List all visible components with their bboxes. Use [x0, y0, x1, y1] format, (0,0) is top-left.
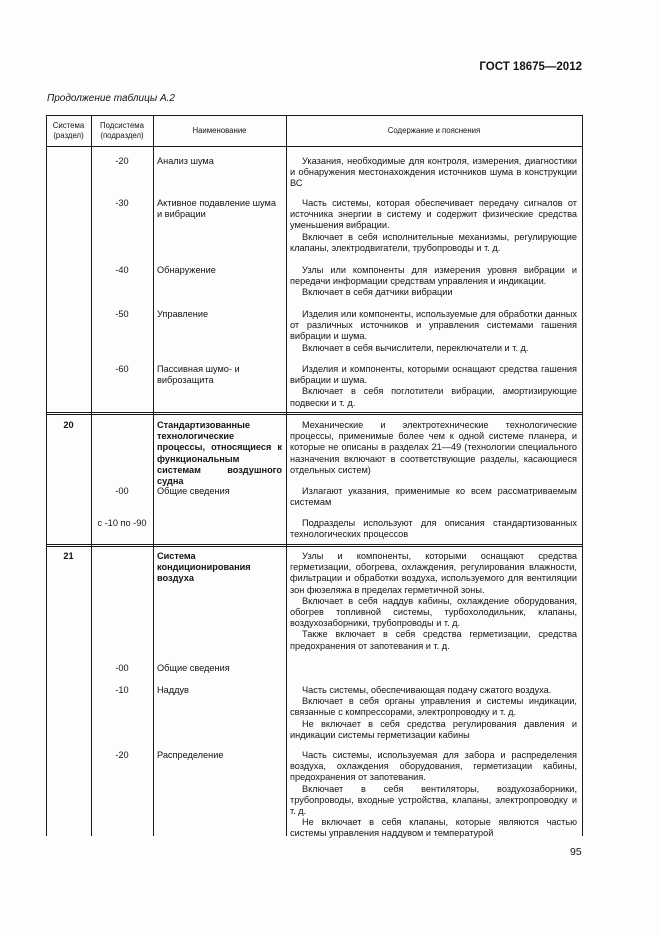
entry-description: Изделия и компоненты, которыми оснащают средства гашения вибрации и шума. Включает в себя поглотители вибрации, амортизирующие подвески и т. д.: [290, 364, 577, 408]
main-table: [46, 115, 582, 839]
column-header-name: Наименование: [192, 126, 247, 135]
entry-name: Наддув: [157, 685, 189, 695]
subsystem-code: -40: [115, 265, 129, 275]
column-divider-2: [153, 115, 154, 836]
subsystem-code: -20: [115, 156, 129, 166]
subsystem-range: с -10 по -90: [97, 518, 147, 528]
entry-description: Узлы и компоненты, которыми оснащают средства герметизации, обогрева, охлаждения, регулирования влажности, фильтрации и обработки воздуха, используемого для вентиляции зон фюзеляжа в пределах герметичной зоны. Включает в себя наддув кабины, охлаждение оборудования, обогрев топливной системы, турбохолодильник, клапаны, воздухозаборники, трубопроводы и т. д. Также включает в себя средства герметизации, средства предохранения от запотевания и т. д.: [290, 551, 577, 651]
entry-name: Общие сведения: [157, 486, 230, 496]
subsystem-code: -00: [115, 486, 129, 496]
entry-description: Часть системы, обеспечивающая подачу сжатого воздуха. Включает в себя органы управления и системы индикации, связанные с компрессорами, электропроводку и т. д. Не включает в себя средства регулирования давления и индикации системы герметизации кабины: [290, 685, 577, 740]
entry-name: Обнаружение: [157, 265, 216, 275]
subsystem-code: -00: [115, 663, 129, 673]
section-21-separator: [46, 544, 582, 547]
entry-description: Изделия или компоненты, используемые для обработки данных от различных источников и управления системами гашения вибрации и шума. Включает в себя вычислители, переключатели и т. д.: [290, 309, 577, 353]
column-divider-3: [286, 115, 287, 836]
subsystem-code: -30: [115, 198, 129, 208]
standard-number: ГОСТ 18675—2012: [479, 61, 582, 73]
entry-name: Распределение: [157, 750, 224, 760]
section-title: Стандартизованные технологические процессы, относящиеся к функциональным системам воздушного судна: [157, 420, 282, 487]
system-code: 21: [63, 551, 74, 561]
entry-description: Подразделы используют для описания стандартизованных технологических процессов: [290, 518, 577, 540]
table-top-border: [46, 115, 582, 116]
entry-description: Часть системы, которая обеспечивает передачу сигналов от источника энергии в систему и содержит физические средства уменьшения вибрации. Включает в себя исполнительные механизмы, регулирующие клапаны, электродвигатели, трубопроводы и т. д.: [290, 198, 577, 253]
entry-description: Узлы или компоненты для измерения уровня вибрации и передачи информации средствам управления и индикации. Включает в себя датчики вибрации: [290, 265, 577, 298]
column-divider-1: [91, 115, 92, 836]
table-continuation-caption: Продолжение таблицы А.2: [47, 93, 175, 104]
system-code: 20: [63, 420, 74, 430]
entry-name: Анализ шума: [157, 156, 214, 166]
column-header-system: Система (раздел): [52, 121, 85, 140]
table-border-right: [582, 115, 583, 836]
entry-description: Часть системы, используемая для забора и распределения воздуха, охлаждения оборудования, герметизации кабины, предохранения от запотевания. Включает в себя вентиляторы, воздухозаборники, трубопроводы, входные устройства, клапаны, электропроводку и т. д. Не включает в себя клапаны, которые являются частью системы управления наддувом и температурой: [290, 750, 577, 839]
entry-name: Управление: [157, 309, 209, 319]
column-header-subsystem: Подсистема (подраздел): [100, 121, 144, 140]
entry-name: Активное подавление шума и вибрации: [157, 198, 276, 220]
header-bottom-border: [46, 146, 582, 147]
subsystem-code: -60: [115, 364, 129, 374]
entry-name: Пассивная шумо- и виброзащита: [157, 364, 240, 386]
subsystem-code: -50: [115, 309, 129, 319]
page-number: 95: [570, 846, 582, 858]
section-title: Система кондиционирования воздуха: [157, 551, 251, 584]
subsystem-code: -10: [115, 685, 129, 695]
entry-description: Излагают указания, применимые ко всем рассматриваемым системам: [290, 486, 577, 508]
table-border-left: [46, 115, 47, 836]
column-header-content: Содержание и пояснения: [387, 126, 481, 135]
subsystem-code: -20: [115, 750, 129, 760]
entry-description: Указания, необходимые для контроля, измерения, диагностики и обнаружения местонахождения источников шума в конструкции ВС: [290, 156, 577, 189]
section-20-separator: [46, 412, 582, 415]
entry-name: Общие сведения: [157, 663, 230, 673]
entry-description: Механические и электротехнические технологические процессы, применимые более чем к одной системе планера, и которые не описаны в разделах 21—49 (технологии специального назначения включают в соответствующие разделы, касающиеся отдельных систем): [290, 420, 577, 475]
